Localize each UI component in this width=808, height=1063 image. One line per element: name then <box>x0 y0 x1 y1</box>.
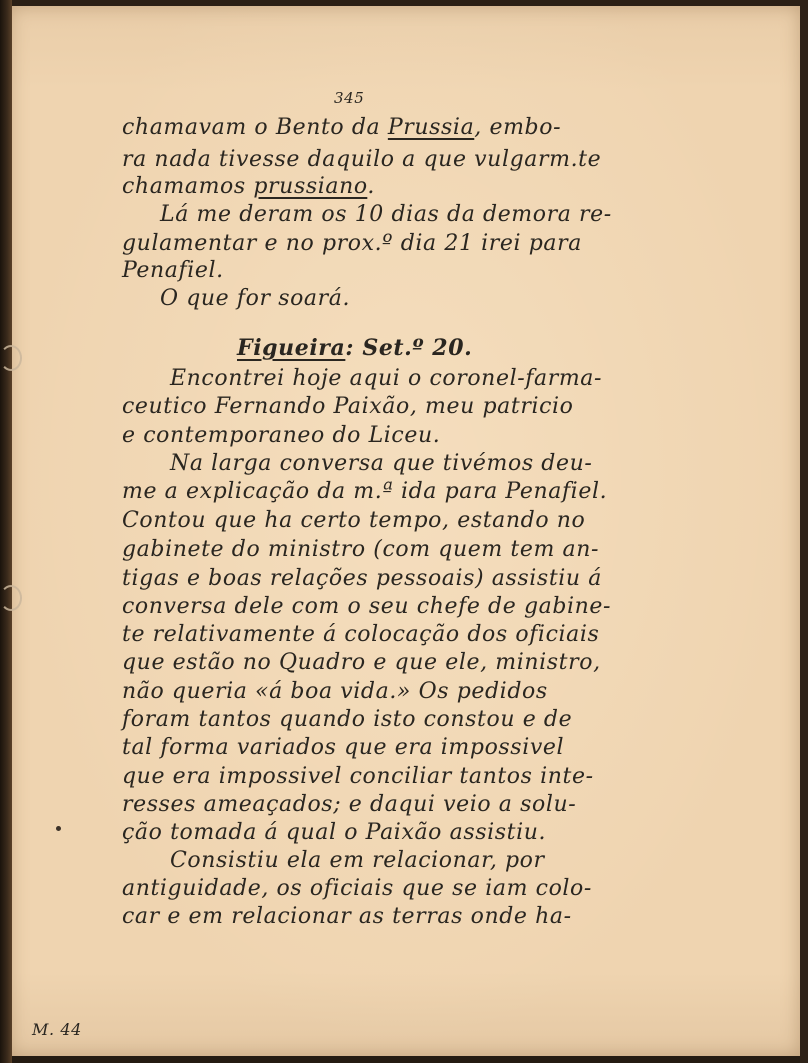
text-line: Lá me deram os 10 dias da demora re- <box>160 202 612 227</box>
text-line: que era impossivel conciliar tantos inte- <box>122 764 594 789</box>
text-line: não queria «á boa vida.» Os pedidos <box>122 679 548 704</box>
text-line: que estão no Quadro e que ele, ministro, <box>122 650 601 675</box>
text-line: tal forma variados que era impossivel <box>122 735 565 760</box>
text-line: e contemporaneo do Liceu. <box>122 423 441 448</box>
binding-edge <box>0 0 12 1063</box>
text-line: Penafiel. <box>122 258 224 283</box>
text-line: ra nada tivesse daquilo a que vulgarm.te <box>122 147 602 172</box>
text-line: antiguidade, os oficiais que se iam colo- <box>122 876 592 901</box>
text-line: ceutico Fernando Paixão, meu patricio <box>122 394 574 419</box>
ink-dot <box>56 826 61 831</box>
text-line: tigas e boas relações pessoais) assistiu á <box>122 566 602 591</box>
text-line: ção tomada á qual o Paixão assistiu. <box>122 820 547 845</box>
text-line: Encontrei hoje aqui o coronel-farma- <box>170 366 603 391</box>
heading-place: Figueira <box>237 335 346 361</box>
page-number: 345 <box>334 89 365 107</box>
text-line-part: , embo- <box>474 115 562 140</box>
heading-date: : Set.º 20. <box>345 335 473 361</box>
text-line: te relativamente á colocação dos oficiais <box>122 622 600 647</box>
text-line: car e em relacionar as terras onde ha- <box>122 904 572 929</box>
text-line: foram tantos quando isto constou e de <box>122 707 573 732</box>
text-line: Consistiu ela em relacionar, por <box>170 848 545 873</box>
text-line: me a explicação da m.ª ida para Penafiel. <box>122 479 608 504</box>
text-line: gabinete do ministro (com quem tem an- <box>122 537 600 562</box>
text-line: Contou que ha certo tempo, estando no <box>122 508 586 533</box>
margin-note: M. 44 <box>32 1020 82 1039</box>
binding-ring-icon <box>0 585 22 611</box>
text-line-part: . <box>367 174 375 199</box>
text-line: resses ameaçados; e daqui veio a solu- <box>122 792 577 817</box>
text-line: Na larga conversa que tivémos deu- <box>170 451 593 476</box>
text-line <box>122 172 375 202</box>
text-line: gulamentar e no prox.º dia 21 irei para <box>122 231 582 256</box>
text-line <box>122 113 561 143</box>
section-heading <box>237 333 472 363</box>
underlined-word: prussiano <box>253 174 368 199</box>
text-line-part: chamavam o Bento da <box>122 115 388 140</box>
binding-ring-icon <box>0 345 22 371</box>
page-right-edge <box>800 0 808 1063</box>
underlined-word: Prussia <box>387 115 475 140</box>
text-line-part: chamamos <box>122 174 254 199</box>
text-line: O que for soará. <box>160 286 351 311</box>
text-line: conversa dele com o seu chefe de gabine- <box>122 594 612 619</box>
